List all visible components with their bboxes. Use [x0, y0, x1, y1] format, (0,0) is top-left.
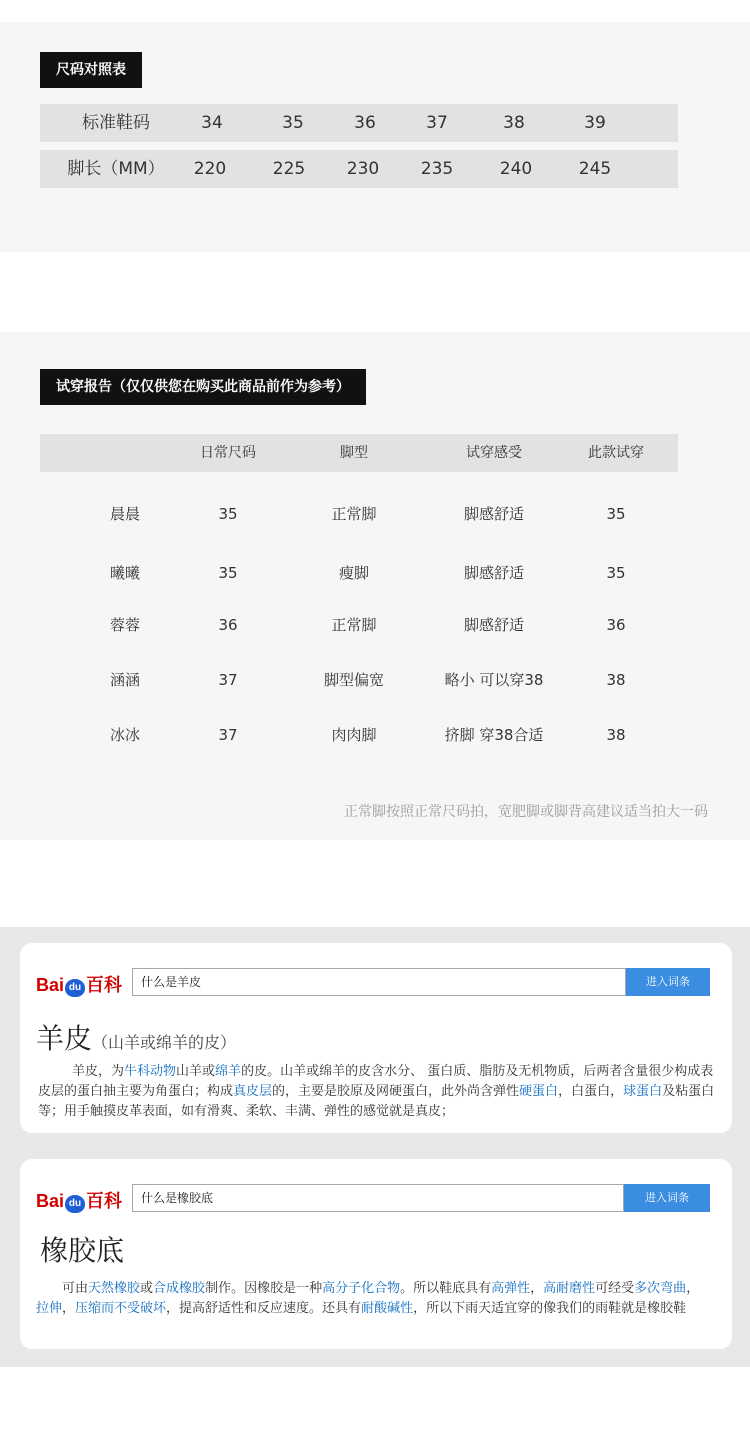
- link-dermis[interactable]: 真皮层: [233, 1084, 273, 1099]
- length-cell: 230: [346, 159, 380, 179]
- link-stretch[interactable]: 拉伸: [36, 1301, 63, 1316]
- fit-feel: 脚感舒适: [463, 564, 525, 582]
- search-input[interactable]: 什么是橡胶底: [132, 1184, 624, 1212]
- trial-size: 36: [606, 616, 626, 634]
- size-row-standard: [40, 104, 678, 142]
- tester-name: 晨晨: [109, 505, 141, 523]
- baike-card-sheepskin: [20, 943, 732, 1133]
- header-trial-size: 此款试穿: [588, 445, 644, 461]
- foot-type: 脚型偏宽: [323, 671, 385, 689]
- size-chart-title: 尺码对照表: [40, 52, 142, 88]
- fit-feel: 脚感舒适: [463, 505, 525, 523]
- row-label: 标准鞋码: [82, 113, 150, 133]
- entry-subtitle: （山羊或绵羊的皮）: [92, 1033, 237, 1052]
- tester-name: 曦曦: [109, 564, 141, 582]
- trial-size: 38: [606, 726, 626, 744]
- tester-name: 涵涵: [109, 671, 141, 689]
- length-cell: 225: [272, 159, 306, 179]
- baike-card-rubber-sole: [20, 1159, 732, 1349]
- entry-description: 可由天然橡胶或合成橡胶制作。因橡胶是一种高分子化合物。所以鞋底具有高弹性，高耐磨性可经受多次弯曲，拉伸，压缩而不受破坏，提高舒适性和反应速度。还具有耐酸碱性，所以下雨天适宜穿的像我们的雨鞋就是橡胶鞋: [36, 1281, 700, 1316]
- size-row-foot-length: [40, 150, 678, 188]
- daily-size: 37: [218, 726, 238, 744]
- trial-table-header: [40, 434, 678, 472]
- size-chart-section: [0, 22, 750, 252]
- link-compression[interactable]: 压缩而不受破坏: [75, 1301, 167, 1316]
- table-row: [40, 610, 678, 640]
- trial-size: 38: [606, 671, 626, 689]
- trial-report-section: [0, 332, 750, 840]
- size-cell: 35: [282, 113, 304, 133]
- logo-text-baike: 百科: [86, 975, 123, 995]
- link-bovidae[interactable]: 牛科动物: [124, 1064, 177, 1079]
- length-cell: 245: [578, 159, 612, 179]
- header-daily-size: 日常尺码: [200, 445, 256, 461]
- fit-feel: 脚感舒适: [463, 616, 525, 634]
- fit-feel: 略小 可以穿38: [444, 671, 544, 689]
- foot-type: 正常脚: [331, 505, 377, 523]
- entry-title-text: 羊皮: [36, 1022, 93, 1055]
- foot-type: 瘦脚: [338, 564, 370, 582]
- link-hard-protein[interactable]: 硬蛋白: [519, 1084, 559, 1099]
- row-label: 脚长（MM）: [67, 159, 165, 179]
- logo-text-bai: Bai: [36, 1191, 65, 1211]
- search-input[interactable]: 什么是羊皮: [132, 968, 626, 996]
- paw-icon: du: [65, 1195, 85, 1213]
- length-cell: 220: [193, 159, 227, 179]
- size-cell: 39: [584, 113, 606, 133]
- link-acid-alkali-resistance[interactable]: 耐酸碱性: [361, 1301, 414, 1316]
- daily-size: 37: [218, 671, 238, 689]
- size-cell: 36: [354, 113, 376, 133]
- table-row: [40, 558, 678, 588]
- header-foot-type: 脚型: [340, 445, 368, 461]
- logo-text-bai: Bai: [36, 975, 65, 995]
- fit-feel: 挤脚 穿38合适: [444, 726, 544, 744]
- foot-type: 正常脚: [331, 616, 377, 634]
- trial-report-title: 试穿报告（仅仅供您在购买此商品前作为参考）: [40, 369, 366, 405]
- entry-title: 橡胶底: [40, 1234, 125, 1267]
- baidu-baike-logo: [36, 1187, 122, 1213]
- foot-type: 肉肉脚: [331, 726, 377, 744]
- paw-icon: du: [65, 979, 85, 997]
- size-cell: 38: [503, 113, 525, 133]
- link-high-elasticity[interactable]: 高弹性: [491, 1281, 531, 1296]
- sizing-advice-note: 正常脚按照正常尺码拍，宽肥脚或脚背高建议适当拍大一码: [344, 804, 708, 820]
- link-sheep[interactable]: 绵羊: [215, 1064, 242, 1079]
- entry-description: 羊皮，为牛科动物山羊或绵羊的皮。山羊或绵羊的皮含水分、 蛋白质、脂肪及无机物质，后两者含量很少构成表皮层的蛋白抽主要为角蛋白；构成真皮层的，主要是胶原及网硬蛋白，此外尚含弹性硬蛋白，白蛋白，球蛋白及粘蛋白等；用手触摸皮革表面，如有滑爽、柔软、丰满、弹性的感觉就是真皮；: [38, 1064, 715, 1119]
- enter-entry-button[interactable]: 进入词条: [624, 1184, 710, 1212]
- link-polymer[interactable]: 高分子化合物: [322, 1281, 401, 1296]
- link-abrasion-resistance[interactable]: 高耐磨性: [543, 1281, 596, 1296]
- size-cell: 37: [426, 113, 448, 133]
- link-globulin[interactable]: 球蛋白: [623, 1084, 663, 1099]
- enter-entry-button[interactable]: 进入词条: [626, 968, 710, 996]
- size-cell: 34: [201, 113, 223, 133]
- trial-size: 35: [606, 505, 626, 523]
- entry-title: [36, 1017, 236, 1057]
- link-synthetic-rubber[interactable]: 合成橡胶: [153, 1281, 206, 1296]
- table-row: [40, 720, 678, 750]
- daily-size: 35: [218, 564, 238, 582]
- table-row: [40, 665, 678, 695]
- length-cell: 235: [420, 159, 454, 179]
- length-cell: 240: [499, 159, 533, 179]
- tester-name: 冰冰: [109, 726, 141, 744]
- header-fit-feel: 试穿感受: [466, 445, 522, 461]
- daily-size: 35: [218, 505, 238, 523]
- table-row: [40, 499, 678, 529]
- baike-section: [0, 927, 750, 1367]
- link-natural-rubber[interactable]: 天然橡胶: [88, 1281, 141, 1296]
- logo-text-baike: 百科: [86, 1191, 123, 1211]
- trial-size: 35: [606, 564, 626, 582]
- daily-size: 36: [218, 616, 238, 634]
- baidu-baike-logo: [36, 971, 122, 997]
- link-bending[interactable]: 多次弯曲: [634, 1281, 687, 1296]
- tester-name: 蓉蓉: [109, 616, 141, 634]
